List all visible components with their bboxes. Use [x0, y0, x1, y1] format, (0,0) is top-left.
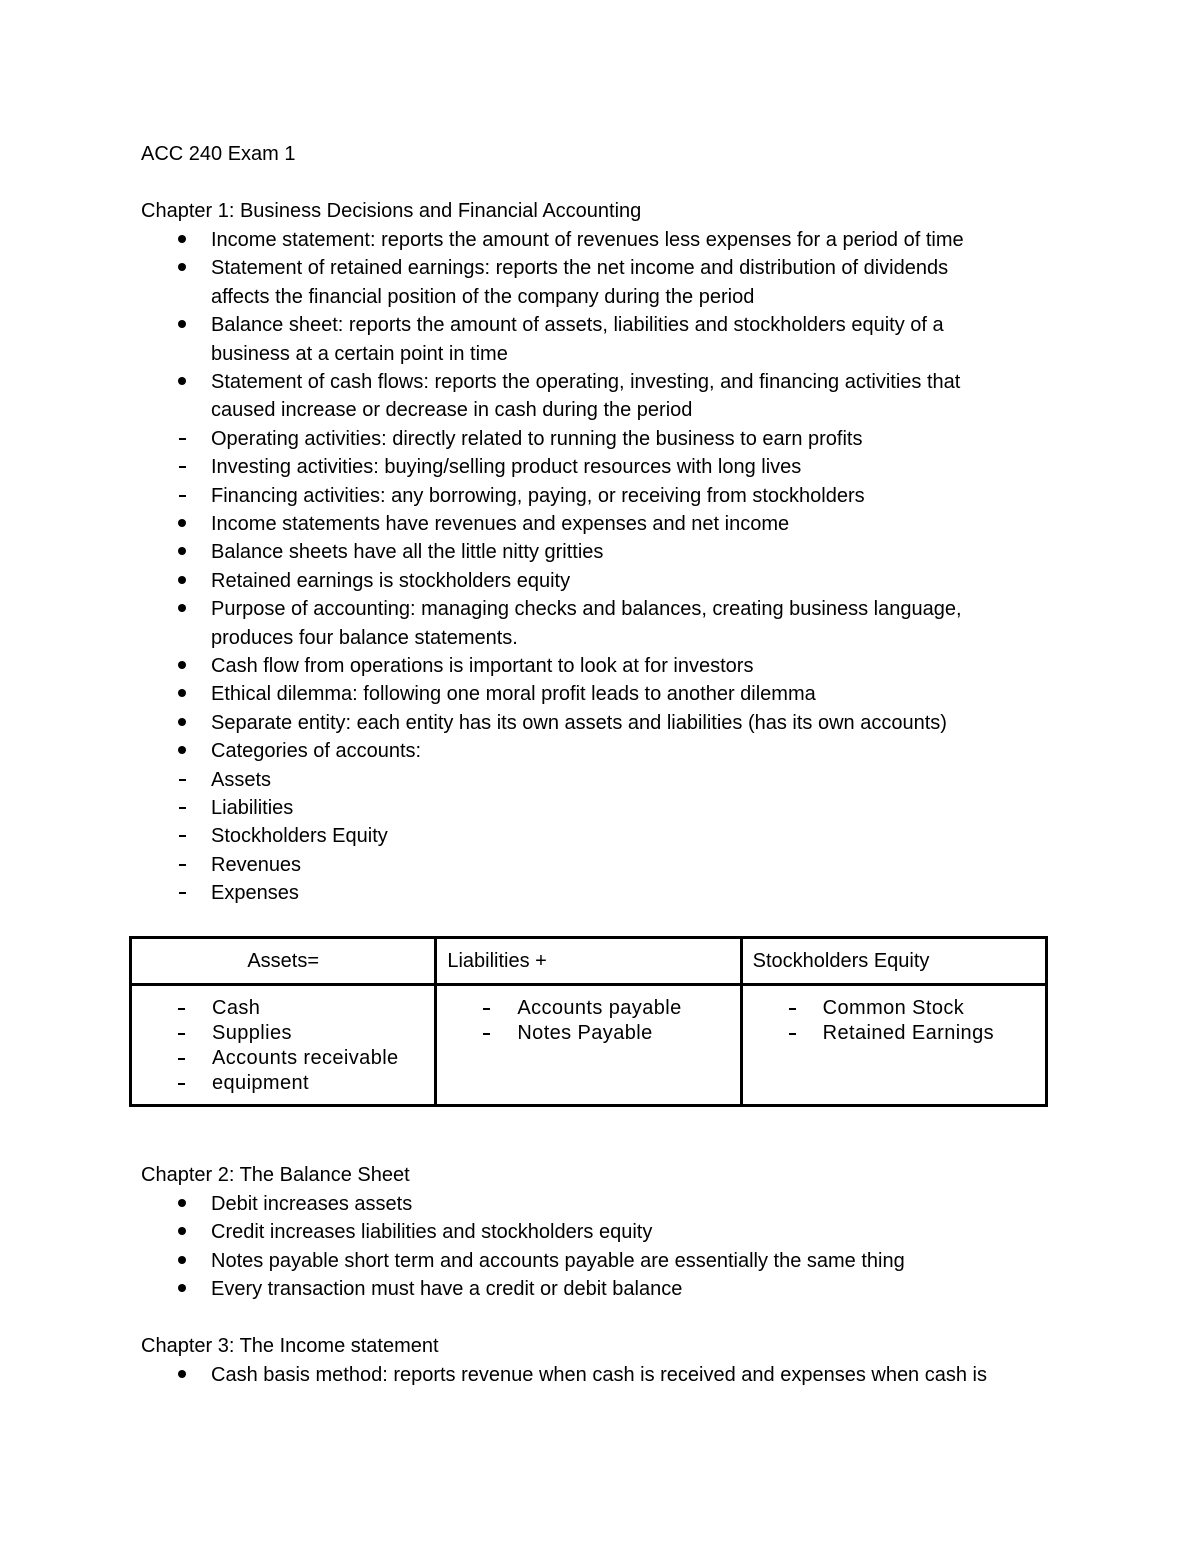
account-label: Retained Earnings: [822, 1022, 995, 1044]
bullet-icon: [175, 652, 189, 680]
list-item: Every transaction must have a credit or debit balance: [211, 1278, 683, 1300]
assets-cell: [131, 985, 436, 1106]
header-stockholders-equity: Stockholders Equity: [752, 950, 930, 972]
liabilities-cell: [436, 985, 741, 1106]
dash-icon: [483, 1033, 490, 1035]
list-item: Purpose of accounting: managing checks and balances, creating business language,: [211, 598, 962, 620]
bullet-icon: [175, 680, 189, 708]
list-item: Liabilities: [211, 797, 294, 819]
liabilities-list: [437, 986, 739, 1046]
bullet-icon: [175, 311, 189, 339]
dash-icon: [175, 879, 189, 907]
bullet-icon: [175, 1190, 189, 1218]
list-item: Debit increases assets: [211, 1193, 413, 1215]
bullet-icon: [175, 1247, 189, 1275]
list-item: Expenses: [211, 882, 299, 904]
bullet-icon: [175, 226, 189, 254]
list-item: Income statement: reports the amount of revenues less expenses for a period of time: [211, 229, 964, 251]
account-item: [743, 996, 1045, 1021]
dash-icon: [175, 822, 189, 850]
header-assets: Assets=: [247, 950, 320, 972]
bullet-icon: [175, 510, 189, 538]
dash-icon: [175, 425, 189, 453]
chapter-1-heading: Chapter 1: Business Decisions and Financial Accounting: [141, 200, 642, 222]
account-label: Accounts payable: [517, 997, 682, 1019]
dash-icon: [483, 1008, 490, 1010]
dash-icon: [175, 851, 189, 879]
bullet-icon: [175, 368, 189, 396]
header-cell-liabilities: [436, 938, 741, 985]
bullet-icon: [175, 737, 189, 765]
dash-icon: [178, 1008, 185, 1010]
list-item-continuation: business at a certain point in time: [211, 343, 508, 365]
header-cell-assets: [131, 938, 436, 985]
list-item: Revenues: [211, 854, 302, 876]
equity-list: [743, 986, 1045, 1046]
bullet-icon: [175, 567, 189, 595]
list-item: Assets: [211, 769, 272, 791]
list-item: Statement of cash flows: reports the operating, investing, and financing activities that: [211, 371, 961, 393]
list-item: Financing activities: any borrowing, paying, or receiving from stockholders: [211, 485, 865, 507]
dash-icon: [175, 794, 189, 822]
bullet-icon: [175, 1218, 189, 1246]
account-label: Supplies: [212, 1022, 292, 1044]
bullet-icon: [175, 1275, 189, 1303]
list-item: Operating activities: directly related to running the business to earn profits: [211, 428, 863, 450]
dash-icon: [175, 453, 189, 481]
account-item: [437, 996, 739, 1021]
table-header-row: [131, 938, 1047, 985]
dash-icon: [175, 766, 189, 794]
bullet-icon: [175, 709, 189, 737]
bullet-icon: [175, 1361, 189, 1389]
list-item: Cash flow from operations is important to look at for investors: [211, 655, 754, 677]
account-item: [743, 1021, 1045, 1046]
assets-list: [132, 986, 434, 1096]
dash-icon: [178, 1058, 185, 1060]
header-cell-equity: [741, 938, 1046, 985]
dash-icon: [789, 1008, 796, 1010]
list-item: Separate entity: each entity has its own assets and liabilities (has its own accounts): [211, 712, 947, 734]
dash-icon: [178, 1033, 185, 1035]
equity-cell: [741, 985, 1046, 1106]
header-liabilities: Liabilities +: [447, 950, 547, 972]
account-item: [132, 996, 434, 1021]
list-item: Cash basis method: reports revenue when cash is received and expenses when cash is: [211, 1364, 987, 1386]
list-item: Ethical dilemma: following one moral profit leads to another dilemma: [211, 683, 816, 705]
account-label: equipment: [212, 1072, 309, 1094]
dash-icon: [789, 1033, 796, 1035]
dash-icon: [175, 482, 189, 510]
account-label: Accounts receivable: [212, 1047, 399, 1069]
list-item: Categories of accounts:: [211, 740, 422, 762]
account-item: [132, 1021, 434, 1046]
list-item: Stockholders Equity: [211, 825, 388, 847]
bullet-icon: [175, 595, 189, 623]
list-item-continuation: produces four balance statements.: [211, 627, 518, 649]
bullet-icon: [175, 538, 189, 566]
document-title: ACC 240 Exam 1: [141, 143, 296, 165]
chapter-2-heading: Chapter 2: The Balance Sheet: [141, 1164, 410, 1186]
chapter-3-heading: Chapter 3: The Income statement: [141, 1335, 439, 1357]
list-item: Investing activities: buying/selling product resources with long lives: [211, 456, 802, 478]
list-item: Balance sheets have all the little nitty gritties: [211, 541, 604, 563]
bullet-icon: [175, 254, 189, 282]
list-item: Income statements have revenues and expenses and net income: [211, 513, 790, 535]
accounting-equation-table: [129, 936, 1048, 1107]
list-item-continuation: affects the financial position of the company during the period: [211, 286, 755, 308]
list-item: Statement of retained earnings: reports the net income and distribution of dividends: [211, 257, 949, 279]
dash-icon: [178, 1083, 185, 1085]
table-body-row: [131, 985, 1047, 1106]
account-label: Common Stock: [822, 997, 965, 1019]
list-item-continuation: caused increase or decrease in cash during the period: [211, 399, 693, 421]
account-item: [437, 1021, 739, 1046]
account-item: [132, 1071, 434, 1096]
list-item: Credit increases liabilities and stockholders equity: [211, 1221, 653, 1243]
list-item: Notes payable short term and accounts payable are essentially the same thing: [211, 1250, 905, 1272]
account-label: Notes Payable: [517, 1022, 653, 1044]
list-item: Retained earnings is stockholders equity: [211, 570, 571, 592]
account-item: [132, 1046, 434, 1071]
list-item: Balance sheet: reports the amount of assets, liabilities and stockholders equity of a: [211, 314, 944, 336]
account-label: Cash: [212, 997, 261, 1019]
